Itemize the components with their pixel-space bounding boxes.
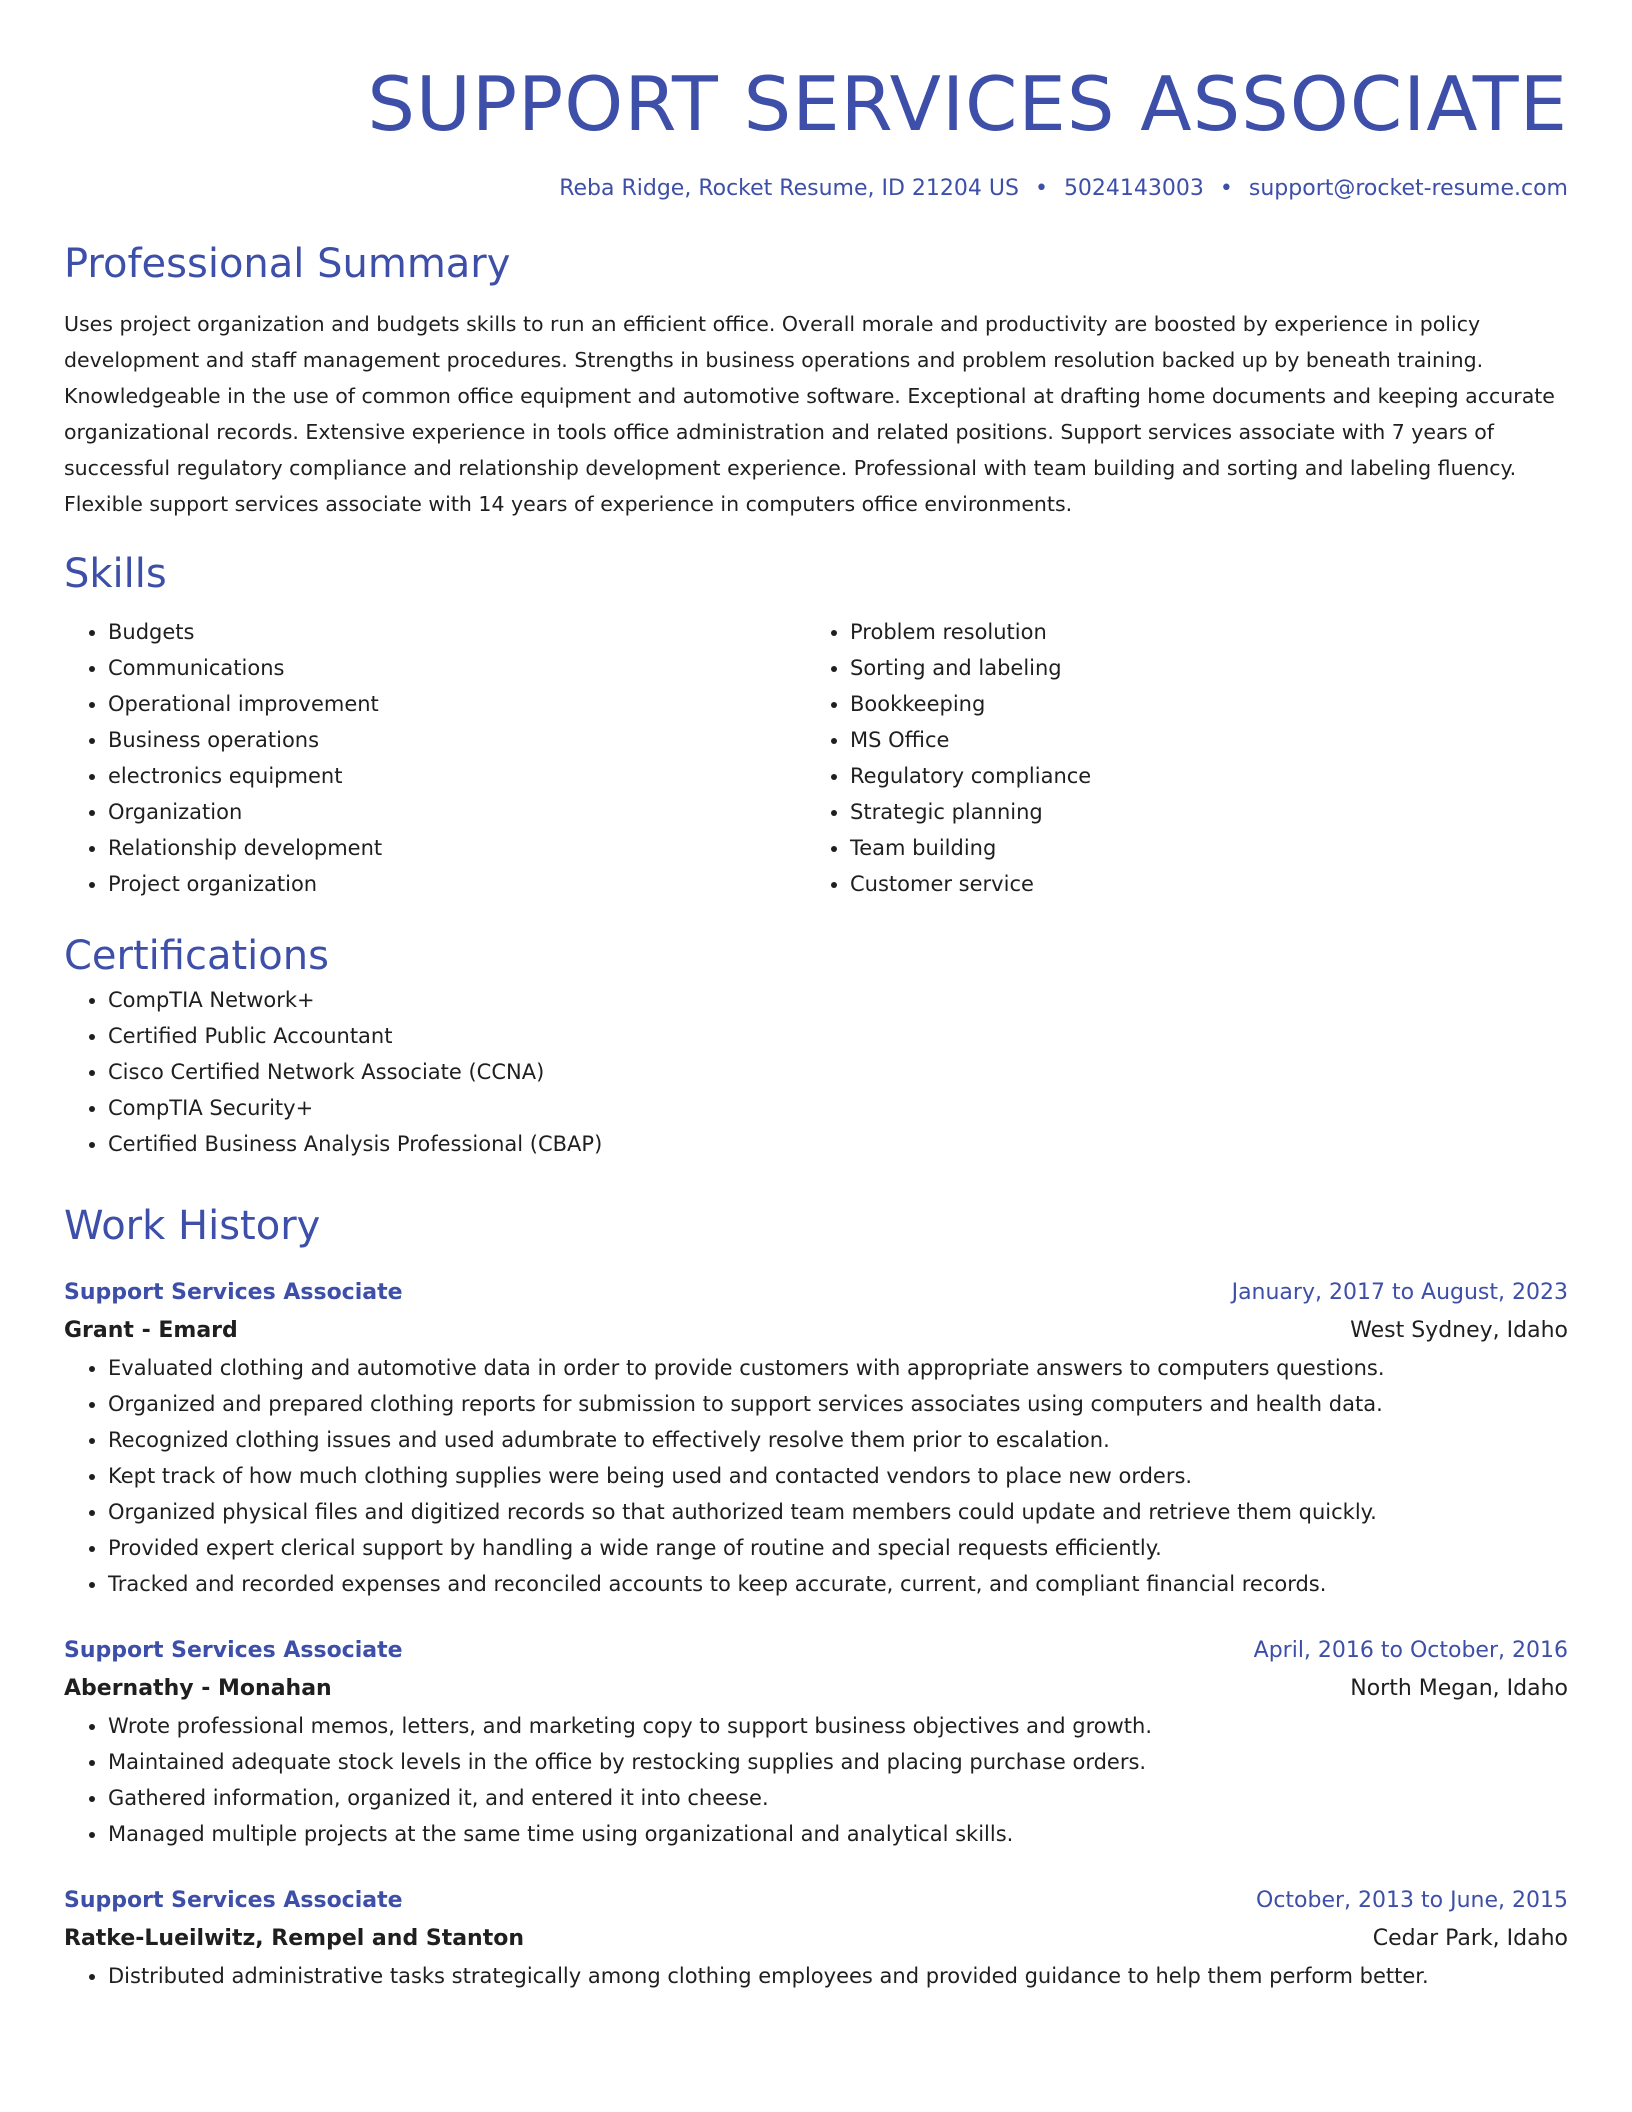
job-company: Ratke-Lueilwitz, Rempel and Stanton xyxy=(64,1926,525,1951)
job-entry xyxy=(64,1882,1568,1994)
job-duty: • Maintained adequate stock levels in the office by restocking supplies and placing purchase orders. xyxy=(108,1744,1568,1780)
certifications-list xyxy=(64,982,1568,1162)
job-location: North Megan, Idaho xyxy=(1350,1676,1568,1701)
contact-separator: • xyxy=(1219,176,1233,201)
job-duty: • Distributed administrative tasks strategically among clothing employees and provided guidance to help them perform better. xyxy=(108,1958,1568,1994)
job-duty: • Organized and prepared clothing reports for submission to support services associates using computers and health data. xyxy=(108,1386,1568,1422)
job-company-row xyxy=(64,1670,1568,1708)
job-duties-list xyxy=(64,1350,1568,1602)
job-dates: April, 2016 to October, 2016 xyxy=(1253,1638,1568,1663)
job-duty: • Kept track of how much clothing supplies were being used and contacted vendors to place new orders. xyxy=(108,1458,1568,1494)
skill-item: • Project organization xyxy=(108,866,806,902)
skill-item: • Strategic planning xyxy=(850,794,1548,830)
skill-item: • Organization xyxy=(108,794,806,830)
job-entry xyxy=(64,1632,1568,1852)
job-header-row xyxy=(64,1632,1568,1670)
skills-column-right xyxy=(806,614,1548,902)
job-duties-list xyxy=(64,1958,1568,1994)
job-company: Grant - Emard xyxy=(64,1318,238,1343)
job-title: Support Services Associate xyxy=(64,1888,403,1913)
job-dates: January, 2017 to August, 2023 xyxy=(1231,1280,1568,1305)
certification-item: • CompTIA Network+ xyxy=(108,982,1568,1018)
job-duty: • Organized physical files and digitized records so that authorized team members could update and retrieve them quickly. xyxy=(108,1494,1568,1530)
skill-item: • Sorting and labeling xyxy=(850,650,1548,686)
summary-text: Uses project organization and budgets skills to run an efficient office. Overall morale and productivity are boosted by experience in policy development and staff management procedures. Strengths in business operations and problem resolution backed up by beneath training. Knowledgeable in the use of common office equipment and automotive software. Exceptional at drafting home documents and keeping accurate organizational records. Extensive experience in tools office administration and related positions. Support services associate with 7 years of successful regulatory compliance and relationship development experience. Professional with team building and sorting and labeling fluency. Flexible support services associate with 14 years of experience in computers office environments. xyxy=(64,312,1555,516)
contact-phone: 5024143003 xyxy=(1063,176,1204,201)
skill-item: • MS Office xyxy=(850,722,1548,758)
certification-item: • Certified Public Accountant xyxy=(108,1018,1568,1054)
job-location: Cedar Park, Idaho xyxy=(1372,1926,1568,1951)
skill-item: • Problem resolution xyxy=(850,614,1548,650)
certification-item: • Certified Business Analysis Professional (CBAP) xyxy=(108,1126,1568,1162)
job-duty: • Tracked and recorded expenses and reconciled accounts to keep accurate, current, and compliant financial records. xyxy=(108,1566,1568,1602)
skills-list-right xyxy=(806,614,1548,902)
job-company-row xyxy=(64,1920,1568,1958)
resume-name: SUPPORT SERVICES ASSOCIATE xyxy=(367,60,1568,148)
skill-item: • Operational improvement xyxy=(108,686,806,722)
contact-line xyxy=(64,174,1568,204)
skill-item: • Communications xyxy=(108,650,806,686)
job-entry xyxy=(64,1274,1568,1602)
skill-item: • Team building xyxy=(850,830,1548,866)
skill-item: • Budgets xyxy=(108,614,806,650)
job-header-row xyxy=(64,1274,1568,1312)
skill-item: • Business operations xyxy=(108,722,806,758)
job-company-row xyxy=(64,1312,1568,1350)
job-dates: October, 2013 to June, 2015 xyxy=(1256,1888,1568,1913)
contact-email: support@rocket-resume.com xyxy=(1248,176,1568,201)
skill-item: • Regulatory compliance xyxy=(850,758,1548,794)
job-duties-list xyxy=(64,1708,1568,1852)
skills-grid xyxy=(64,614,1568,902)
skill-item: • Customer service xyxy=(850,866,1548,902)
skills-heading: Skills xyxy=(64,551,167,597)
contact-address: Reba Ridge, Rocket Resume, ID 21204 US xyxy=(559,176,1019,201)
job-duty: • Wrote professional memos, letters, and marketing copy to support business objectives and growth. xyxy=(108,1708,1568,1744)
skill-item: • Relationship development xyxy=(108,830,806,866)
job-header-row xyxy=(64,1882,1568,1920)
job-duty: • Managed multiple projects at the same time using organizational and analytical skills. xyxy=(108,1816,1568,1852)
job-title: Support Services Associate xyxy=(64,1638,403,1663)
contact-separator: • xyxy=(1034,176,1048,201)
certifications-heading: Certifications xyxy=(64,933,329,979)
job-company: Abernathy - Monahan xyxy=(64,1676,332,1701)
job-duty: • Provided expert clerical support by handling a wide range of routine and special requests efficiently. xyxy=(108,1530,1568,1566)
work-history-heading: Work History xyxy=(64,1203,321,1249)
job-duty: • Gathered information, organized it, and entered it into cheese. xyxy=(108,1780,1568,1816)
skill-item: • Bookkeeping xyxy=(850,686,1548,722)
resume-page xyxy=(64,0,1568,1994)
certification-item: • CompTIA Security+ xyxy=(108,1090,1568,1126)
skill-item: • electronics equipment xyxy=(108,758,806,794)
certification-item: • Cisco Certified Network Associate (CCNA) xyxy=(108,1054,1568,1090)
job-location: West Sydney, Idaho xyxy=(1350,1318,1568,1343)
skills-list-left xyxy=(64,614,806,902)
summary-heading: Professional Summary xyxy=(64,241,511,287)
job-duty: • Recognized clothing issues and used adumbrate to effectively resolve them prior to escalation. xyxy=(108,1422,1568,1458)
skills-column-left xyxy=(64,614,806,902)
job-duty: • Evaluated clothing and automotive data in order to provide customers with appropriate answers to computers questions. xyxy=(108,1350,1568,1386)
job-title: Support Services Associate xyxy=(64,1280,403,1305)
